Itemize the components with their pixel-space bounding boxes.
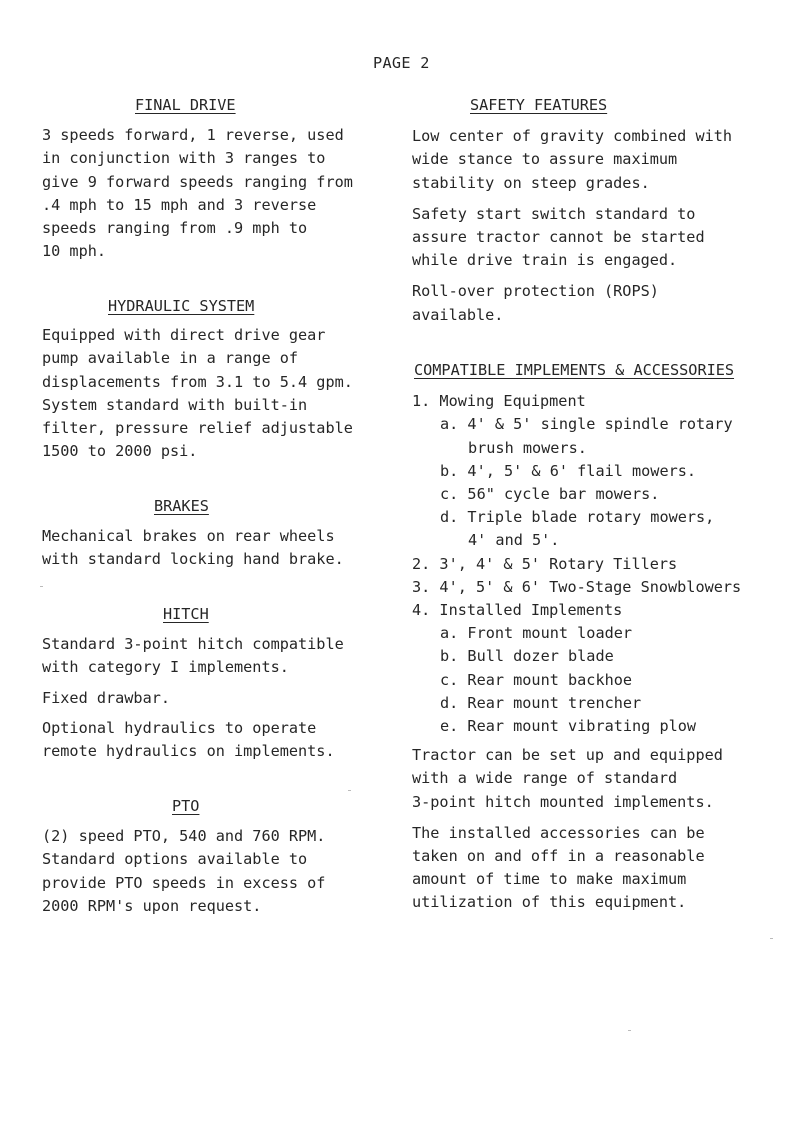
text-line: with category I implements. bbox=[42, 658, 289, 677]
text-line: with standard locking hand brake. bbox=[42, 550, 344, 569]
text-line: available. bbox=[412, 305, 504, 324]
list-item: 2. 3', 4' & 5' Rotary Tillers bbox=[412, 554, 678, 573]
text-line: speeds ranging from .9 mph to bbox=[42, 219, 308, 238]
text-line: 3-point hitch mounted implements. bbox=[412, 792, 714, 811]
hitch-heading: HITCH bbox=[163, 605, 209, 623]
text-line: Equipped with direct drive gear bbox=[42, 326, 326, 345]
list-item: brush mowers. bbox=[468, 438, 587, 457]
text-line: give 9 forward speeds ranging from bbox=[42, 172, 353, 191]
list-item: a. 4' & 5' single spindle rotary bbox=[440, 415, 733, 434]
text-line: 2000 RPM's upon request. bbox=[42, 896, 262, 915]
text-line: stability on steep grades. bbox=[412, 173, 650, 192]
text-line: wide stance to assure maximum bbox=[412, 150, 678, 169]
text-line: (2) speed PTO, 540 and 760 RPM. bbox=[42, 827, 326, 846]
list-item: d. Triple blade rotary mowers, bbox=[440, 508, 715, 527]
hitch-paragraph-2 bbox=[42, 687, 377, 710]
list-item: b. Bull dozer blade bbox=[440, 647, 614, 666]
implements-section bbox=[412, 359, 772, 915]
text-line: Mechanical brakes on rear wheels bbox=[42, 527, 335, 546]
safety-paragraph-1 bbox=[412, 125, 772, 195]
text-line: amount of time to make maximum bbox=[412, 870, 687, 889]
scan-speckle bbox=[770, 938, 773, 939]
list-item: b. 4', 5' & 6' flail mowers. bbox=[440, 461, 697, 480]
text-line: with a wide range of standard bbox=[412, 769, 678, 788]
text-line: Tractor can be set up and equipped bbox=[412, 746, 723, 765]
scan-speckle bbox=[348, 790, 351, 791]
scan-speckle bbox=[40, 586, 43, 587]
hitch-paragraph-3 bbox=[42, 717, 377, 763]
text-line: Low center of gravity combined with bbox=[412, 127, 733, 146]
list-item: 1. Mowing Equipment bbox=[412, 392, 586, 411]
pto-section bbox=[42, 795, 377, 918]
safety-paragraph-2 bbox=[412, 203, 772, 273]
scan-speckle bbox=[628, 1030, 631, 1031]
list-item: c. Rear mount backhoe bbox=[440, 670, 633, 689]
text-line: filter, pressure relief adjustable bbox=[42, 419, 353, 438]
text-line: 1500 to 2000 psi. bbox=[42, 442, 198, 461]
list-item: 3. 4', 5' & 6' Two-Stage Snowblowers bbox=[412, 577, 742, 596]
brakes-heading: BRAKES bbox=[154, 497, 209, 515]
hydraulic-system-heading: HYDRAULIC SYSTEM bbox=[108, 297, 255, 315]
hydraulic-system-section bbox=[42, 295, 377, 463]
hydraulic-system-text bbox=[42, 324, 377, 463]
implements-paragraph-1 bbox=[412, 744, 772, 814]
text-line: while drive train is engaged. bbox=[412, 251, 678, 270]
text-line: Optional hydraulics to operate bbox=[42, 718, 317, 737]
list-item: a. Front mount loader bbox=[440, 624, 633, 643]
text-line: Standard 3-point hitch compatible bbox=[42, 635, 344, 654]
text-line: remote hydraulics on implements. bbox=[42, 742, 335, 761]
text-line: Standard options available to bbox=[42, 850, 308, 869]
list-item: 4' and 5'. bbox=[468, 531, 560, 550]
text-line: displacements from 3.1 to 5.4 gpm. bbox=[42, 372, 353, 391]
final-drive-text bbox=[42, 124, 377, 263]
text-line: taken on and off in a reasonable bbox=[412, 847, 705, 866]
safety-features-heading: SAFETY FEATURES bbox=[470, 96, 608, 114]
list-item: d. Rear mount trencher bbox=[440, 693, 642, 712]
hitch-paragraph-1 bbox=[42, 633, 377, 679]
text-line: .4 mph to 15 mph and 3 reverse bbox=[42, 195, 317, 214]
text-line: in conjunction with 3 ranges to bbox=[42, 149, 326, 168]
implements-heading: COMPATIBLE IMPLEMENTS & ACCESSORIES bbox=[414, 361, 735, 379]
text-line: provide PTO speeds in excess of bbox=[42, 873, 326, 892]
text-line: System standard with built-in bbox=[42, 395, 308, 414]
hitch-section bbox=[42, 603, 377, 763]
text-line: utilization of this equipment. bbox=[412, 893, 687, 912]
list-item: 4. Installed Implements bbox=[412, 601, 623, 620]
final-drive-heading: FINAL DRIVE bbox=[135, 96, 236, 114]
text-line: assure tractor cannot be started bbox=[412, 228, 705, 247]
text-line: Roll-over protection (ROPS) bbox=[412, 282, 659, 301]
safety-paragraph-3 bbox=[412, 280, 772, 326]
list-item: e. Rear mount vibrating plow bbox=[440, 717, 697, 736]
pto-text bbox=[42, 825, 377, 918]
text-line: 10 mph. bbox=[42, 242, 107, 261]
text-line: 3 speeds forward, 1 reverse, used bbox=[42, 126, 344, 145]
brakes-text bbox=[42, 525, 377, 571]
page-number: PAGE 2 bbox=[373, 54, 430, 72]
pto-heading: PTO bbox=[172, 797, 200, 815]
text-line: pump available in a range of bbox=[42, 349, 299, 368]
brakes-section bbox=[42, 495, 377, 572]
list-item: c. 56" cycle bar mowers. bbox=[440, 485, 660, 504]
text-line: The installed accessories can be bbox=[412, 823, 705, 842]
final-drive-section bbox=[42, 94, 377, 263]
implements-paragraph-2 bbox=[412, 822, 772, 915]
safety-features-section bbox=[412, 94, 772, 327]
text-line: Safety start switch standard to bbox=[412, 204, 696, 223]
implements-list bbox=[412, 390, 772, 738]
text-line: Fixed drawbar. bbox=[42, 688, 171, 707]
